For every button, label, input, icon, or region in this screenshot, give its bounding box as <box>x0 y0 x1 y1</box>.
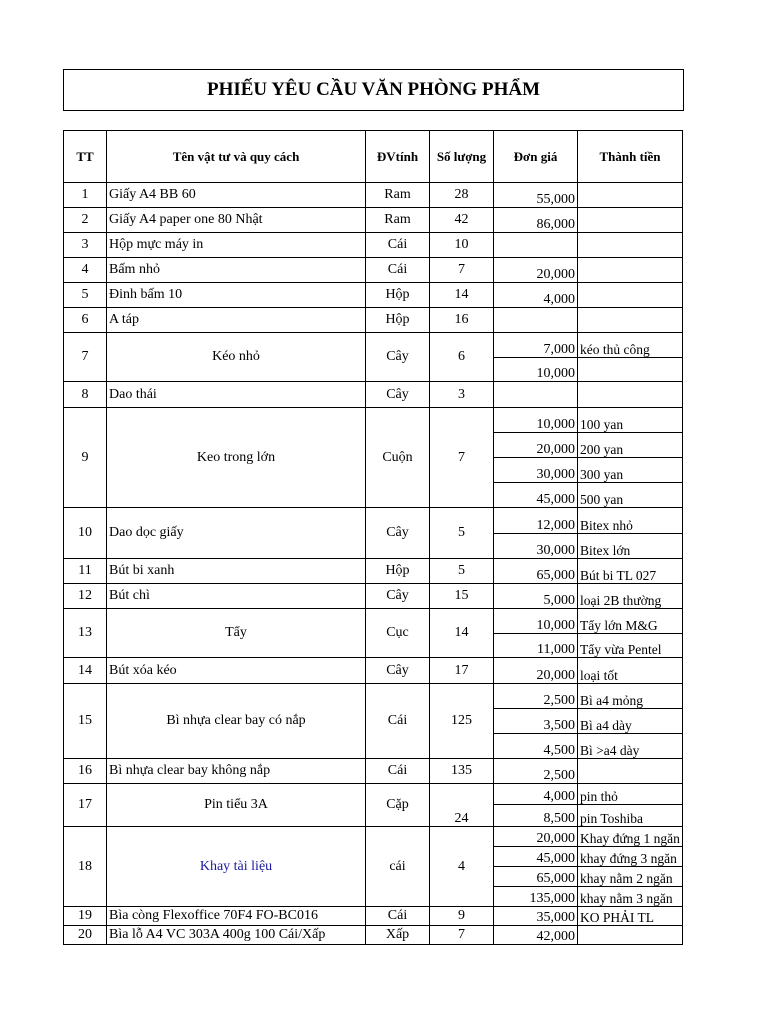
price-note: khay nằm 3 ngăn <box>578 887 683 907</box>
unit-price <box>494 382 578 408</box>
item-name: Kéo nhỏ <box>107 333 366 382</box>
unit-price: 30,000 <box>494 534 578 559</box>
unit-price: 7,000 <box>494 333 578 358</box>
item-quantity: 5 <box>430 559 494 584</box>
unit-price: 20,000 <box>494 827 578 847</box>
unit-price: 2,500 <box>494 684 578 709</box>
unit-price: 135,000 <box>494 887 578 907</box>
unit-price: 55,000 <box>494 183 578 208</box>
item-name: Keo trong lớn <box>107 408 366 508</box>
table-row <box>64 609 683 634</box>
row-number: 18 <box>64 827 107 907</box>
item-quantity: 9 <box>430 907 494 926</box>
header-tt: TT <box>64 131 107 183</box>
item-unit: Cái <box>366 907 430 926</box>
item-unit: Cái <box>366 258 430 283</box>
item-unit: Cây <box>366 508 430 559</box>
item-name: Bì nhựa clear bay không nắp <box>107 759 366 784</box>
item-quantity: 125 <box>430 684 494 759</box>
unit-price: 10,000 <box>494 609 578 634</box>
table-row <box>64 559 683 584</box>
unit-price: 86,000 <box>494 208 578 233</box>
page-title <box>63 69 684 111</box>
item-quantity: 15 <box>430 584 494 609</box>
item-unit: Cây <box>366 584 430 609</box>
table-row <box>64 827 683 847</box>
table-row <box>64 233 683 258</box>
price-note: Bút bi TL 027 <box>578 559 683 584</box>
item-name: Bút bi xanh <box>107 559 366 584</box>
unit-price: 20,000 <box>494 258 578 283</box>
price-note <box>578 183 683 208</box>
item-unit: Cục <box>366 609 430 658</box>
row-number: 3 <box>64 233 107 258</box>
price-note: khay nằm 2 ngăn <box>578 867 683 887</box>
table-row <box>64 308 683 333</box>
price-note: loại 2B thường <box>578 584 683 609</box>
table-row <box>64 907 683 926</box>
item-quantity: 7 <box>430 258 494 283</box>
row-number: 4 <box>64 258 107 283</box>
item-quantity: 7 <box>430 926 494 945</box>
price-note: Bitex lớn <box>578 534 683 559</box>
item-unit: Cây <box>366 382 430 408</box>
item-quantity: 42 <box>430 208 494 233</box>
unit-price: 45,000 <box>494 483 578 508</box>
price-note: Bì a4 mỏng <box>578 684 683 709</box>
price-note <box>578 382 683 408</box>
row-number: 15 <box>64 684 107 759</box>
unit-price: 10,000 <box>494 408 578 433</box>
unit-price: 2,500 <box>494 759 578 784</box>
table-row <box>64 684 683 709</box>
table-row <box>64 258 683 283</box>
item-unit: Cuộn <box>366 408 430 508</box>
unit-price: 4,000 <box>494 283 578 308</box>
item-unit: Cây <box>366 658 430 684</box>
table-row <box>64 382 683 408</box>
unit-price: 42,000 <box>494 926 578 945</box>
row-number: 13 <box>64 609 107 658</box>
unit-price: 11,000 <box>494 634 578 658</box>
price-note: 100 yan <box>578 408 683 433</box>
item-name: Bì nhựa clear bay có nắp <box>107 684 366 759</box>
item-name: Bút xóa kéo <box>107 658 366 684</box>
price-note: khay đứng 3 ngăn <box>578 847 683 867</box>
price-note: 300 yan <box>578 458 683 483</box>
row-number: 8 <box>64 382 107 408</box>
table-row <box>64 759 683 784</box>
item-quantity: 17 <box>430 658 494 684</box>
row-number: 10 <box>64 508 107 559</box>
item-name: Dao thái <box>107 382 366 408</box>
item-quantity: 24 <box>430 784 494 827</box>
price-note: Bitex nhỏ <box>578 508 683 534</box>
row-number: 6 <box>64 308 107 333</box>
table-row <box>64 926 683 945</box>
unit-price: 65,000 <box>494 559 578 584</box>
row-number: 5 <box>64 283 107 308</box>
row-number: 19 <box>64 907 107 926</box>
item-quantity: 5 <box>430 508 494 559</box>
price-note: Bì >a4 dày <box>578 734 683 759</box>
unit-price: 35,000 <box>494 907 578 926</box>
row-number: 2 <box>64 208 107 233</box>
item-unit: Ram <box>366 183 430 208</box>
item-name: Bìa lỗ A4 VC 303A 400g 100 Cái/Xấp <box>107 926 366 945</box>
price-note: 200 yan <box>578 433 683 458</box>
title-text: PHIẾU YÊU CẦU VĂN PHÒNG PHẨM <box>206 79 541 100</box>
price-note <box>578 759 683 784</box>
row-number: 17 <box>64 784 107 827</box>
price-note: KO PHẢI TL <box>578 907 683 926</box>
unit-price: 10,000 <box>494 358 578 382</box>
item-quantity: 6 <box>430 333 494 382</box>
header-qty: Số lượng <box>430 131 494 183</box>
row-number: 16 <box>64 759 107 784</box>
item-name: Bìa còng Flexoffice 70F4 FO-BC016 <box>107 907 366 926</box>
item-unit: Ram <box>366 208 430 233</box>
unit-price: 20,000 <box>494 658 578 684</box>
request-table <box>63 130 683 945</box>
table-row <box>64 208 683 233</box>
item-quantity: 16 <box>430 308 494 333</box>
item-unit: Hộp <box>366 559 430 584</box>
unit-price: 12,000 <box>494 508 578 534</box>
unit-price <box>494 233 578 258</box>
price-note <box>578 258 683 283</box>
table-row <box>64 183 683 208</box>
item-quantity: 4 <box>430 827 494 907</box>
item-name: Giấy A4 paper one 80 Nhật <box>107 208 366 233</box>
item-quantity: 10 <box>430 233 494 258</box>
table-row <box>64 784 683 805</box>
item-quantity: 14 <box>430 609 494 658</box>
item-unit: Cái <box>366 759 430 784</box>
price-note <box>578 283 683 308</box>
table-row <box>64 283 683 308</box>
price-note: Khay đứng 1 ngăn <box>578 827 683 847</box>
item-unit: Cây <box>366 333 430 382</box>
header-unit: ĐVtính <box>366 131 430 183</box>
price-note <box>578 358 683 382</box>
price-note: Tẩy lớn M&G <box>578 609 683 634</box>
table-row <box>64 584 683 609</box>
item-quantity: 135 <box>430 759 494 784</box>
item-quantity: 28 <box>430 183 494 208</box>
unit-price: 3,500 <box>494 709 578 734</box>
price-note: Tẩy vừa Pentel <box>578 634 683 658</box>
item-unit: Hộp <box>366 308 430 333</box>
item-quantity: 7 <box>430 408 494 508</box>
price-note: pin Toshiba <box>578 805 683 827</box>
table-row <box>64 508 683 534</box>
header-name: Tên vật tư và quy cách <box>107 131 366 183</box>
price-note <box>578 308 683 333</box>
price-note: kéo thủ công <box>578 333 683 358</box>
unit-price: 5,000 <box>494 584 578 609</box>
item-unit: Xấp <box>366 926 430 945</box>
unit-price: 4,500 <box>494 734 578 759</box>
price-note: 500 yan <box>578 483 683 508</box>
item-name: Bấm nhỏ <box>107 258 366 283</box>
price-note: pin thỏ <box>578 784 683 805</box>
table-row <box>64 658 683 684</box>
item-unit: cái <box>366 827 430 907</box>
unit-price: 65,000 <box>494 867 578 887</box>
item-name: Đinh bấm 10 <box>107 283 366 308</box>
item-quantity: 14 <box>430 283 494 308</box>
unit-price: 8,500 <box>494 805 578 827</box>
row-number: 7 <box>64 333 107 382</box>
item-name: Khay tài liệu <box>107 827 366 907</box>
unit-price: 4,000 <box>494 784 578 805</box>
price-note: Bì a4 dày <box>578 709 683 734</box>
item-name: Pin tiểu 3A <box>107 784 366 827</box>
item-name: Hộp mực máy in <box>107 233 366 258</box>
row-number: 11 <box>64 559 107 584</box>
item-unit: Cặp <box>366 784 430 827</box>
price-note <box>578 208 683 233</box>
item-unit: Hộp <box>366 283 430 308</box>
header-row <box>64 131 683 183</box>
unit-price: 45,000 <box>494 847 578 867</box>
price-note <box>578 926 683 945</box>
item-name: Bút chì <box>107 584 366 609</box>
row-number: 1 <box>64 183 107 208</box>
item-quantity: 3 <box>430 382 494 408</box>
unit-price <box>494 308 578 333</box>
price-note: loại tốt <box>578 658 683 684</box>
row-number: 20 <box>64 926 107 945</box>
row-number: 14 <box>64 658 107 684</box>
item-name: Giấy A4 BB 60 <box>107 183 366 208</box>
item-name: Dao dọc giấy <box>107 508 366 559</box>
item-unit: Cái <box>366 233 430 258</box>
price-note <box>578 233 683 258</box>
header-price: Đơn giá <box>494 131 578 183</box>
item-name: Tẩy <box>107 609 366 658</box>
item-unit: Cái <box>366 684 430 759</box>
unit-price: 30,000 <box>494 458 578 483</box>
row-number: 12 <box>64 584 107 609</box>
table-row <box>64 408 683 433</box>
item-name: A táp <box>107 308 366 333</box>
row-number: 9 <box>64 408 107 508</box>
unit-price: 20,000 <box>494 433 578 458</box>
table-row <box>64 333 683 358</box>
header-total: Thành tiền <box>578 131 683 183</box>
